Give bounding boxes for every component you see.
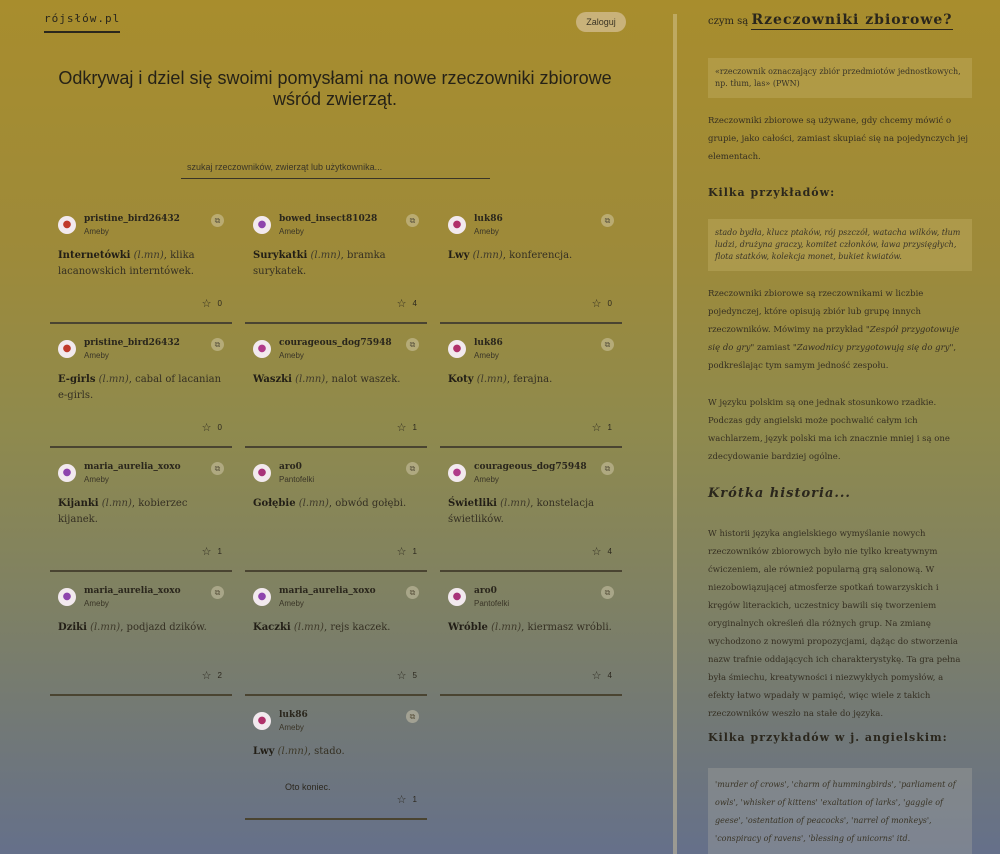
- like-control[interactable]: [202, 545, 222, 558]
- like-count: 4: [607, 671, 612, 680]
- user-avatar-icon[interactable]: ●: [253, 216, 271, 234]
- card-phrase: , cabal of lacanian e-girls.: [58, 374, 222, 401]
- star-icon[interactable]: ☆: [201, 298, 212, 310]
- copy-icon[interactable]: ⧉: [406, 710, 419, 723]
- star-icon[interactable]: ☆: [396, 794, 407, 806]
- card-phrase: , stado.: [307, 746, 345, 757]
- card-phrase: , klika lacanowskich interntówek.: [58, 250, 195, 277]
- user-avatar-icon[interactable]: ●: [448, 464, 466, 482]
- card-username[interactable]: luk86: [279, 710, 308, 720]
- card-text: [58, 620, 226, 636]
- noun-card[interactable]: [440, 200, 622, 324]
- card-phrase: , kobierzec kijanek.: [58, 498, 188, 525]
- card-pos-tag: (l.mn): [101, 498, 132, 509]
- card-pos-tag: (l.mn): [98, 374, 129, 385]
- like-count: 1: [412, 423, 417, 432]
- card-pos-tag: (l.mn): [500, 498, 531, 509]
- star-icon[interactable]: ☆: [201, 670, 212, 682]
- card-word: Świetliki: [448, 498, 497, 509]
- card-group: Ameby: [279, 723, 304, 732]
- card-text: [253, 372, 421, 388]
- like-control[interactable]: [592, 545, 612, 558]
- card-phrase: , bramka surykatek.: [253, 250, 386, 277]
- card-username[interactable]: aro0: [279, 462, 302, 472]
- like-count: 5: [412, 671, 417, 680]
- card-phrase: , kiermasz wróbli.: [521, 622, 612, 633]
- star-icon[interactable]: ☆: [396, 422, 407, 434]
- noun-card[interactable]: [245, 324, 427, 448]
- copy-icon[interactable]: ⧉: [211, 214, 224, 227]
- card-text: [253, 620, 421, 636]
- user-avatar-icon[interactable]: ●: [253, 340, 271, 358]
- card-text: [448, 496, 616, 528]
- card-phrase: , podjazd dzików.: [120, 622, 207, 633]
- card-text: [58, 496, 226, 528]
- copy-icon[interactable]: ⧉: [406, 462, 419, 475]
- card-pos-tag: (l.mn): [472, 250, 503, 261]
- card-username[interactable]: courageous_dog75948: [279, 338, 392, 348]
- card-word: E-girls: [58, 374, 96, 385]
- card-group: Ameby: [474, 227, 499, 236]
- card-username[interactable]: pristine_bird26432: [84, 214, 180, 224]
- card-group: Pantofelki: [474, 599, 510, 608]
- card-text: [58, 372, 226, 404]
- user-avatar-icon[interactable]: ●: [58, 340, 76, 358]
- like-control[interactable]: [202, 421, 222, 434]
- card-group: Ameby: [474, 351, 499, 360]
- copy-icon[interactable]: ⧉: [601, 214, 614, 227]
- like-count: 4: [607, 547, 612, 556]
- like-count: 1: [412, 547, 417, 556]
- card-phrase: , ferajna.: [506, 374, 553, 385]
- like-control[interactable]: [397, 421, 417, 434]
- card-username[interactable]: maria_aurelia_xoxo: [84, 462, 181, 472]
- copy-icon[interactable]: ⧉: [406, 586, 419, 599]
- card-username[interactable]: luk86: [474, 214, 503, 224]
- card-text: [253, 496, 421, 512]
- copy-icon[interactable]: ⧉: [406, 214, 419, 227]
- noun-card[interactable]: [50, 200, 232, 324]
- card-group: Ameby: [279, 599, 304, 608]
- explanation-text-c: , podkreślając tym samym jedność zespołu.: [708, 343, 957, 371]
- explanation-paragraph: [708, 285, 972, 375]
- copy-icon[interactable]: ⧉: [601, 338, 614, 351]
- card-username[interactable]: maria_aurelia_xoxo: [279, 586, 376, 596]
- card-text: [253, 744, 421, 760]
- card-username[interactable]: maria_aurelia_xoxo: [84, 586, 181, 596]
- card-word: Waszki: [253, 374, 292, 385]
- like-count: 0: [217, 299, 222, 308]
- info-sidebar: [677, 0, 1000, 854]
- card-pos-tag: (l.mn): [133, 250, 164, 261]
- search-input[interactable]: [181, 155, 490, 179]
- like-count: 1: [412, 795, 417, 804]
- user-avatar-icon[interactable]: ●: [58, 464, 76, 482]
- card-username[interactable]: pristine_bird26432: [84, 338, 180, 348]
- card-phrase: , konferencja.: [502, 250, 573, 261]
- card-pos-tag: (l.mn): [90, 622, 121, 633]
- card-word: Kaczki: [253, 622, 291, 633]
- user-avatar-icon[interactable]: ●: [448, 340, 466, 358]
- english-examples-box: 'murder of crows', 'charm of hummingbirds', 'parliament of owls', 'whisker of kittens' 'exaltation of larks', 'gaggle of geese', 'ostentation of peacocks', 'narrel of monkeys', 'conspiracy of ravens', 'blessing of unicorns' itd.: [708, 768, 972, 854]
- examples-heading: Kilka przykładów:: [708, 186, 836, 199]
- end-of-feed-text: Oto koniec.: [285, 782, 331, 792]
- card-text: [448, 248, 616, 264]
- copy-icon[interactable]: ⧉: [406, 338, 419, 351]
- noun-card[interactable]: [50, 572, 232, 696]
- star-icon[interactable]: ☆: [591, 546, 602, 558]
- noun-card[interactable]: [50, 324, 232, 448]
- star-icon[interactable]: ☆: [591, 670, 602, 682]
- card-username[interactable]: courageous_dog75948: [474, 462, 587, 472]
- noun-card[interactable]: [245, 448, 427, 572]
- like-count: 2: [217, 671, 222, 680]
- explanation-quote-1: "Zespół przygotowuje się do gry": [708, 325, 960, 353]
- like-control[interactable]: [397, 545, 417, 558]
- like-control[interactable]: [202, 669, 222, 682]
- card-word: Lwy: [253, 746, 275, 757]
- user-avatar-icon[interactable]: ●: [448, 216, 466, 234]
- user-avatar-icon[interactable]: ●: [58, 588, 76, 606]
- like-control[interactable]: [202, 297, 222, 310]
- user-avatar-icon[interactable]: ●: [58, 216, 76, 234]
- card-group: Ameby: [84, 351, 109, 360]
- card-phrase: , nalot waszek.: [325, 374, 401, 385]
- question-prefix: czym są: [708, 16, 749, 27]
- card-group: Ameby: [279, 351, 304, 360]
- card-username[interactable]: luk86: [474, 338, 503, 348]
- card-word: Surykatki: [253, 250, 308, 261]
- user-avatar-icon[interactable]: ●: [253, 464, 271, 482]
- card-group: Pantofelki: [279, 475, 315, 484]
- card-pos-tag: (l.mn): [310, 250, 341, 261]
- like-control[interactable]: [397, 297, 417, 310]
- like-count: 4: [412, 299, 417, 308]
- card-text: [448, 620, 616, 636]
- card-word: Lwy: [448, 250, 470, 261]
- card-username[interactable]: bowed_insect81028: [279, 214, 378, 224]
- feed-column-1: [50, 200, 232, 696]
- like-control[interactable]: [397, 793, 417, 806]
- star-icon[interactable]: ☆: [396, 546, 407, 558]
- noun-card[interactable]: [440, 448, 622, 572]
- user-avatar-icon[interactable]: ●: [448, 588, 466, 606]
- like-control[interactable]: [592, 669, 612, 682]
- like-count: 1: [607, 423, 612, 432]
- card-pos-tag: (l.mn): [277, 746, 308, 757]
- like-control[interactable]: [592, 297, 612, 310]
- page-headline: Odkrywaj i dziel się swoimi pomysłami na nowe rzeczowniki zbiorowe wśród zwierząt.: [58, 68, 612, 109]
- card-text: [253, 248, 421, 280]
- history-paragraph: W historii języka angielskiego wymyślanie nowych rzeczowników zbiorowych było nie tylko kreatywnym ćwiczeniem, ale również popularną grą salonową. W niezobowiązującej atmosferze spotkań towarzyskich i kręgów literackich, uczestnicy bawili się tworzeniem oryginalnych określeń dla różnych grup. Na zmianę wychodzono z nowymi propozycjami, dążąc do stworzenia nazw trafnie oddających ich charakterystykę. Ta gra pełna była śmiechu, kreatywności i niezwykłych pomysłów, a efekty łatwo wpadały w pamięć, więc wiele z takich rzeczowników weszło na stałe do języka.: [708, 529, 961, 719]
- star-icon[interactable]: ☆: [201, 546, 212, 558]
- explanation-quote-2: "Zawodnicy przygotowują się do gry": [792, 343, 954, 353]
- card-text: [448, 372, 616, 388]
- copy-icon[interactable]: ⧉: [211, 586, 224, 599]
- like-count: 0: [607, 299, 612, 308]
- star-icon[interactable]: ☆: [591, 298, 602, 310]
- card-text: [58, 248, 226, 280]
- star-icon[interactable]: ☆: [396, 298, 407, 310]
- noun-card[interactable]: [245, 696, 427, 820]
- intro-paragraph: Rzeczowniki zbiorowe są używane, gdy chcemy mówić o grupie, jako całości, zamiast skupiać się na pojedynczych jej elementach.: [708, 116, 969, 162]
- definition-box: «rzeczownik oznaczający zbiór przedmiotów jednostkowych, np. tłum, las» (PWN): [708, 58, 972, 98]
- card-word: Wróble: [448, 622, 488, 633]
- card-group: Ameby: [84, 475, 109, 484]
- explanation-text-b: zamiast: [754, 343, 793, 353]
- card-word: Kijanki: [58, 498, 99, 509]
- card-word: Koty: [448, 374, 474, 385]
- question-title: Rzeczowniki zbiorowe?: [751, 12, 953, 28]
- explanation-text-a: Rzeczowniki zbiorowe są rzeczownikami w liczbie pojedynczej, które opisują zbiór lub grupę innych rzeczowników. Mówimy na przykład: [708, 289, 924, 335]
- card-pos-tag: (l.mn): [298, 498, 329, 509]
- noun-card[interactable]: [245, 572, 427, 696]
- card-group: Ameby: [84, 599, 109, 608]
- noun-card[interactable]: [50, 448, 232, 572]
- like-control[interactable]: [397, 669, 417, 682]
- login-button[interactable]: Zaloguj: [576, 12, 626, 32]
- card-pos-tag: (l.mn): [293, 622, 324, 633]
- noun-card[interactable]: [245, 200, 427, 324]
- english-examples-heading: Kilka przykładów w j. angielskim:: [708, 731, 948, 744]
- card-group: Ameby: [84, 227, 109, 236]
- sidebar-question: [708, 12, 953, 28]
- user-avatar-icon[interactable]: ●: [253, 588, 271, 606]
- card-word: Gołębie: [253, 498, 296, 509]
- like-count: 1: [217, 547, 222, 556]
- card-username[interactable]: aro0: [474, 586, 497, 596]
- copy-icon[interactable]: ⧉: [211, 462, 224, 475]
- card-group: Ameby: [279, 227, 304, 236]
- star-icon[interactable]: ☆: [396, 670, 407, 682]
- card-word: Internetówki: [58, 250, 131, 261]
- copy-icon[interactable]: ⧉: [601, 586, 614, 599]
- like-control[interactable]: [592, 421, 612, 434]
- card-phrase: , rejs kaczek.: [323, 622, 391, 633]
- copy-icon[interactable]: ⧉: [211, 338, 224, 351]
- polish-paragraph: W języku polskim są one jednak stosunkowo rzadkie. Podczas gdy angielski może pochwalić całym ich wachlarzem, język polski ma ich znacznie mniej i są one zdecydowanie bardziej ogólne.: [708, 398, 950, 462]
- history-heading: Krótka historia...: [708, 486, 851, 501]
- noun-card[interactable]: [440, 572, 622, 696]
- copy-icon[interactable]: ⧉: [601, 462, 614, 475]
- card-phrase: , obwód gołębi.: [328, 498, 407, 509]
- noun-card[interactable]: [440, 324, 622, 448]
- star-icon[interactable]: ☆: [201, 422, 212, 434]
- feed-column-2: [245, 200, 427, 820]
- card-group: Ameby: [474, 475, 499, 484]
- card-word: Dziki: [58, 622, 87, 633]
- site-logo[interactable]: rójsłów.pl: [44, 12, 120, 33]
- card-phrase: , konstelacja świetlików.: [448, 498, 595, 525]
- star-icon[interactable]: ☆: [591, 422, 602, 434]
- like-count: 0: [217, 423, 222, 432]
- user-avatar-icon[interactable]: ●: [253, 712, 271, 730]
- card-pos-tag: (l.mn): [476, 374, 507, 385]
- card-pos-tag: (l.mn): [491, 622, 522, 633]
- examples-box: stado bydła, klucz ptaków, rój pszczół, watacha wilków, tłum ludzi, drużyna graczy, komitet członków, ława przysięgłych, flota statków, kolekcja monet, bukiet kwiatów.: [708, 219, 972, 271]
- card-pos-tag: (l.mn): [295, 374, 326, 385]
- feed-column-3: [440, 200, 622, 696]
